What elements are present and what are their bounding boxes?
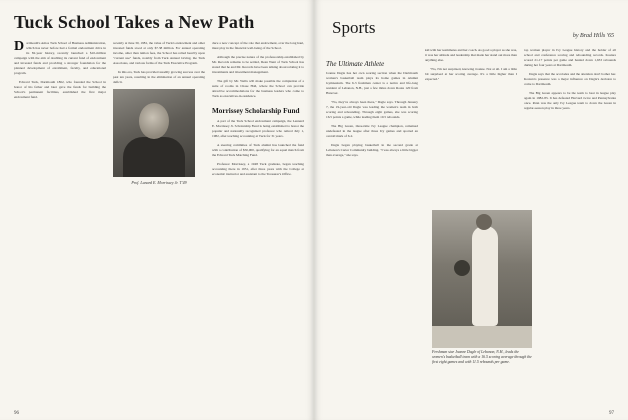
article-paragraph: Joanne Dagle has her own soaring section when the Dartmouth women's basketball team plays its home games in Alumni Gymnasium. The 6-3 freshman center is a native and life-long resident of Lebanon, N.H., just a few miles down Route 120 from Hanover. bbox=[326, 71, 418, 95]
article-paragraph: Edward Tuck, Dartmouth 1862, who founded the School in honor of his father and later gave the funds for building the School's permanent facilities, established the first major endowment fund. bbox=[14, 80, 106, 99]
section-title: Sports bbox=[332, 18, 376, 37]
right-column-3 bbox=[524, 48, 616, 240]
article-paragraph: recently at June 30, 1981, the value of Tuck's endowment and other invested funds stood at only $7.38 million. For annual operating income, other than tuition fees, the School has relied heavily upon "current use" funds, notably from Tuck Annual Giving, the Tuck Associates, and various forms of the Tuck Executive Program. bbox=[113, 41, 205, 65]
article-paragraph: A part of the Tuck School endowment campaign, the Lennard E. Morrissey Jr. Scholarship Fund is being established to honor the popular and nationally recognized professor who retired July 1, 1982, after teaching accounting at Tuck for 31 years. bbox=[212, 119, 304, 138]
article-paragraph: duce a new concept of the role that endowment, over the long haul, must play in the financial well-being of the School. bbox=[212, 41, 304, 50]
article-subhead: The Ultimate Athlete bbox=[326, 60, 385, 68]
left-column-1 bbox=[14, 41, 106, 190]
left-columns bbox=[14, 41, 304, 190]
article-paragraph bbox=[14, 41, 106, 76]
article-paragraph: "No, they've always been there," Dagle says. Through January 7, the 19-year-old Dagle was leading the women's team in both scoring and rebounding. Through eight games, she was scoring 16.5 points a game, while leading them 10.5 rebounds. bbox=[326, 100, 418, 119]
article-paragraph: The Big Green, three-time Ivy League champion, remained undefeated in the league after three Ivy games and sported an overall mark of 6-2. bbox=[326, 124, 418, 138]
professor-portrait-photo bbox=[113, 89, 195, 177]
basketball-player-photo bbox=[432, 210, 532, 348]
article-paragraph: In this era, Tuck has provided steadily growing success over the past ten years, resulting in the elimination of an annual operating deficit. bbox=[113, 70, 205, 84]
article-paragraph: Dagle began playing basketball in the second grade at Lebanon's Carter Community building. "I was always a little bigger than average," she says. bbox=[326, 143, 418, 157]
article-paragraph: The gift by Mr. Wells will make possible the completion of a suite of rooms in Chase Hall, where the School can provide attractive accommodations for the business leaders who come to Tuck as executives-in-residence. bbox=[212, 79, 304, 98]
right-column-1 bbox=[326, 48, 418, 240]
section-subhead: Morrissey Scholarship Fund bbox=[212, 107, 300, 115]
article-paragraph: top women player in Ivy League history and the holder of all school and conference scoring and rebounding records. Kosiara scored 21-17 points per game and hauled down 1,633 rebounds during her four years at Dartmouth. bbox=[524, 48, 616, 67]
article-text: artmouth's Amos Tuck School of Business Administration, which has never before had a formal endowment drive in its 82-year history, recently launched a $10-million campaign with the aim of doubling its current fund of endowment and invested funds and providing a stronger foundation for the planned development of enrollment, faculty, and educational program. bbox=[14, 41, 106, 75]
photo-caption: Freshman star Joanne Dagle of Lebanon, N.H., leads the women's basketball team with a 16.5 scoring average through the first eight games and with 11.5 rebounds per game. bbox=[432, 350, 532, 364]
article-paragraph: "No, I'm not surprised, knowing Joanne. Not at all. I am a little bit surprised at her scoring average. It's a little higher than I expected." bbox=[425, 67, 517, 81]
page-number: 97 bbox=[609, 411, 614, 416]
left-column-3 bbox=[212, 41, 304, 190]
page-number: 96 bbox=[14, 411, 19, 416]
article-paragraph: A steering committee of Tuck alumni has launched the fund with a contribution of $50,000, qualifying for an equal match from the Edward Tuck Matching Fund. bbox=[212, 143, 304, 157]
article-headline: Tuck School Takes a New Path bbox=[14, 12, 255, 32]
article-paragraph: Although the precise nature of the professorship established by Mr. Records remains to be settled, Dean Went of Tuck School has stated that he and Mr. Records have been talking about relating it to investments and investment management. bbox=[212, 55, 304, 74]
photo-caption: Prof. Lunard E. Morrissey Jr. T'49 bbox=[131, 180, 187, 185]
article-paragraph: Professor Morrissey, a 1948 Tuck graduate, began teaching accounting there in 1951, after three years with the College at economic instructor and assistant to the Treasurer's Office. bbox=[212, 162, 304, 176]
article-paragraph: The Big Green appears to be the team to beat in league play again in 1982-83. It has defeated Harvard twice and Pennsylvania once. Penn was the only Ivy League team to down the Green in regular-season play in three years. bbox=[524, 91, 616, 110]
drop-cap: D bbox=[14, 39, 25, 54]
article-paragraph: kid with her teammates and her coach. As good a player as she was, it was her attitude and leadership that made her stand out more than anything else. bbox=[425, 48, 517, 62]
right-page bbox=[314, 0, 628, 420]
article-paragraph: Dagle says that the accolades and the attention don't bother her. Kosiara's presence was a major influence on Dagle's decision to come to Dartmouth. bbox=[524, 72, 616, 86]
byline: by Brad Hills '65 bbox=[572, 33, 614, 39]
left-column-2 bbox=[113, 41, 205, 190]
